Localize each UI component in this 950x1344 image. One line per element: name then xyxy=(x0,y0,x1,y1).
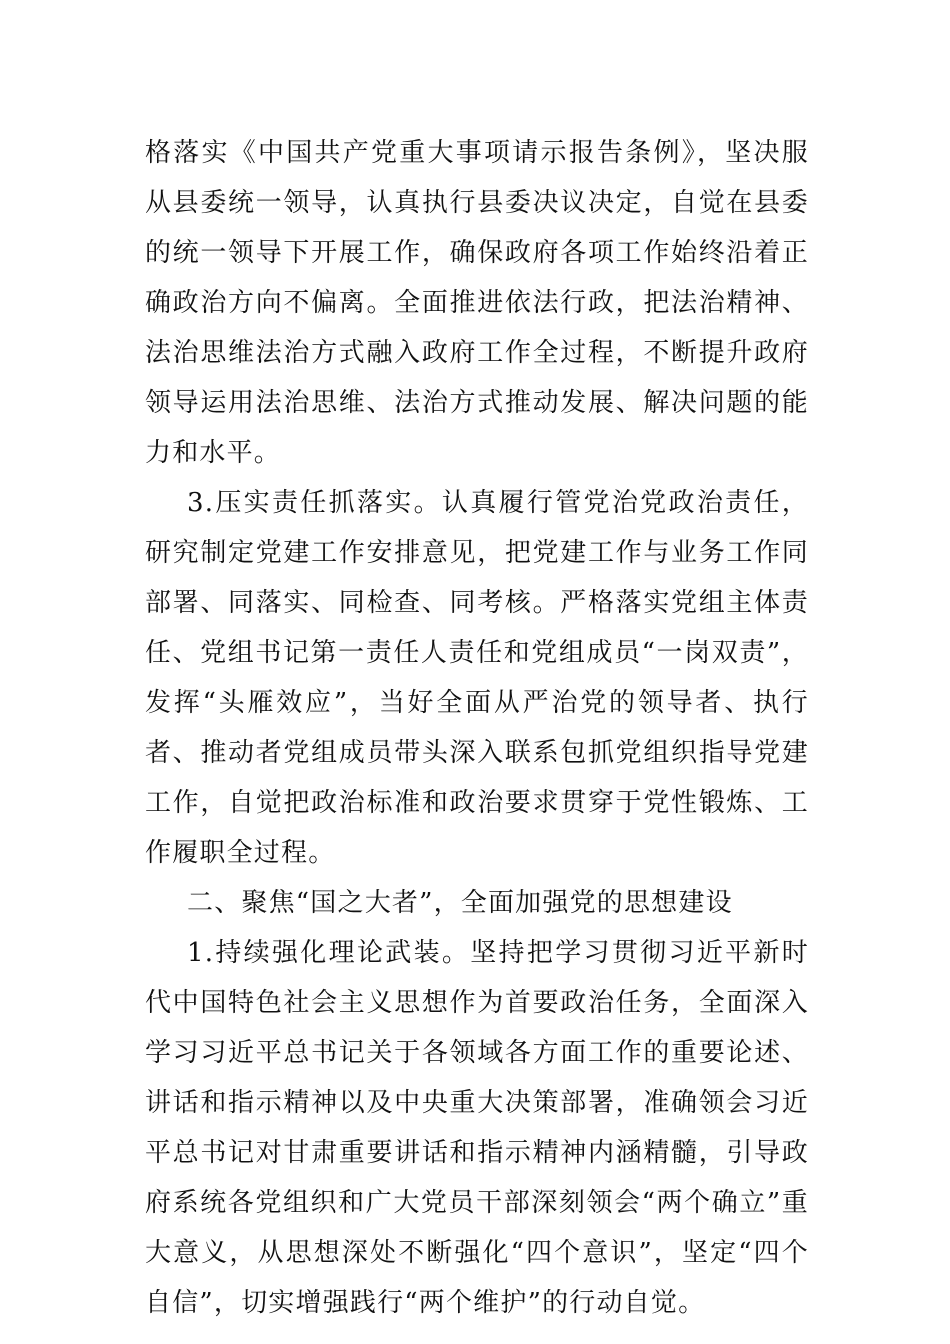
paragraph-section-3: 3.压实责任抓落实。认真履行管党治党政治责任，研究制定党建工作安排意见，把党建工作与业务工作同部署、同落实、同检查、同考核。严格落实党组主体责任、党组书记第一责任人责任和党组成员“一岗双责”，发挥“头雁效应”，当好全面从严治党的领导者、执行者、推动者党组成员带头深入联系包抓党组织指导党建工作，自觉把政治标准和政治要求贯穿于党性锻炼、工作履职全过程。 xyxy=(145,488,809,868)
paragraph-continuation: 格落实《中国共产党重大事项请示报告条例》，坚决服从县委统一领导，认真执行县委决议决定，自觉在县委的统一领导下开展工作，确保政府各项工作始终沿着正确政治方向不偏离。全面推进依法行政，把法治精神、法治思维法治方式融入政府工作全过程，不断提升政府领导运用法治思维、法治方式推动发展、解决问题的能力和水平。 xyxy=(145,138,809,468)
section-heading-2: 二、聚焦“国之大者”，全面加强党的思想建设 xyxy=(187,888,733,918)
document-body xyxy=(145,128,809,1328)
paragraph-section-1: 1.持续强化理论武装。坚持把学习贯彻习近平新时代中国特色社会主义思想作为首要政治任务，全面深入学习习近平总书记关于各领域各方面工作的重要论述、讲话和指示精神以及中央重大决策部署，准确领会习近平总书记对甘肃重要讲话和指示精神内涵精髓，引导政府系统各党组织和广大党员干部深刻领会“两个确立”重大意义，从思想深处不断强化“四个意识”，坚定“四个自信”，切实增强践行“两个维护”的行动自觉。 xyxy=(145,938,809,1318)
